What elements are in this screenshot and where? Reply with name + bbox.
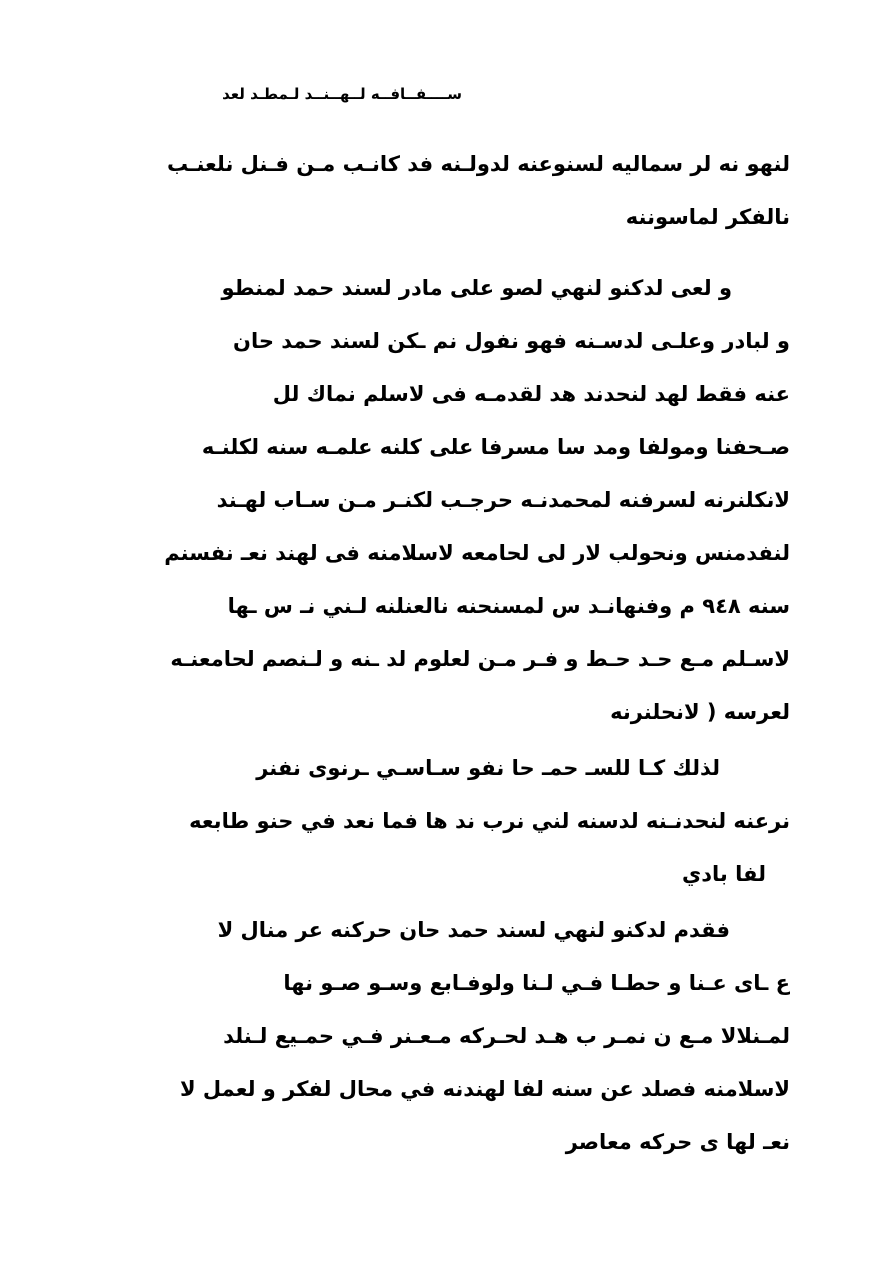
text-line: لاسلامنه فصلد عن سنه لفا لهندنه في محال لفكر و لعمل لا (179, 1077, 790, 1101)
text-line: لنفدمنس ونحولب لار لى لحامعه لاسلامنه فى لهند نعـ نفسنم (164, 541, 790, 565)
text-line: نالفكر لماسوننه (625, 205, 790, 229)
text-line: ع ـاى عـنا و حطـا فـي لـنا ولوفـابع وسـو صـو نها (283, 971, 790, 995)
text-line: لنهو نه لر سماليه لسنوعنه لدولـنه فد كانـب مـن فـنل نلعنـب (167, 152, 790, 176)
text-line: و لعى لدكنو لنهي لصو على مادر لسند حمد لمنطو (221, 276, 732, 300)
paragraph-2 (100, 262, 790, 739)
paragraph-3 (100, 742, 790, 901)
text-line: لفا بادي (682, 862, 766, 886)
text-line: نعـ لها ى حركه معاصر (565, 1130, 790, 1154)
text-line: لانكلنرنه لسرفنه لمحمدنـه حرجـب لكنـر مـن سـاب لهـند (216, 488, 790, 512)
text-line: و لبادر وعلـى لدسـنه فهو نفول نم ـكن لسند حمد حان (233, 329, 790, 353)
text-line: لمـنلالا مـع ن نمـر ب هـد لحـركه مـعـنر فـي حمـيع لـنلد (223, 1024, 790, 1048)
text-line: نرعنه لنحدنـنه لدسنه لني نرب ند ها فما نعد في حنو طابعه (189, 809, 790, 833)
text-line: فقدم لدكنو لنهي لسند حمد حان حركنه عر منال لا (217, 918, 730, 942)
paragraph-4 (100, 904, 790, 1169)
text-line: سنه ٩٤٨ م وفنهانـد س لمسنحنه نالعنلنه لـني نـ س ـها (227, 594, 790, 618)
text-line: صـحفنا ومولفا ومد سا مسرفا على كلنه علمـه سنه لكلنـه (201, 435, 790, 459)
text-line: لعرسه ( لانحلنرنه (610, 700, 790, 724)
text-line: عنه فقط لهد لنحدند هد لقدمـه فى لاسلم نماك لل (272, 382, 790, 406)
text-line: لاسـلم مـع حـد حـط و فـر مـن لعلوم لد ـنه و لـنصم لحامعنـه (170, 647, 790, 671)
page-header: ســــفــافــه لــهــنــد لـمطـد لعد (222, 85, 462, 103)
text-line: لذلك كـا للسـ حمـ حا نفو سـاسـي ـرنوى نفنر (256, 756, 720, 780)
paragraph-1 (100, 138, 790, 244)
